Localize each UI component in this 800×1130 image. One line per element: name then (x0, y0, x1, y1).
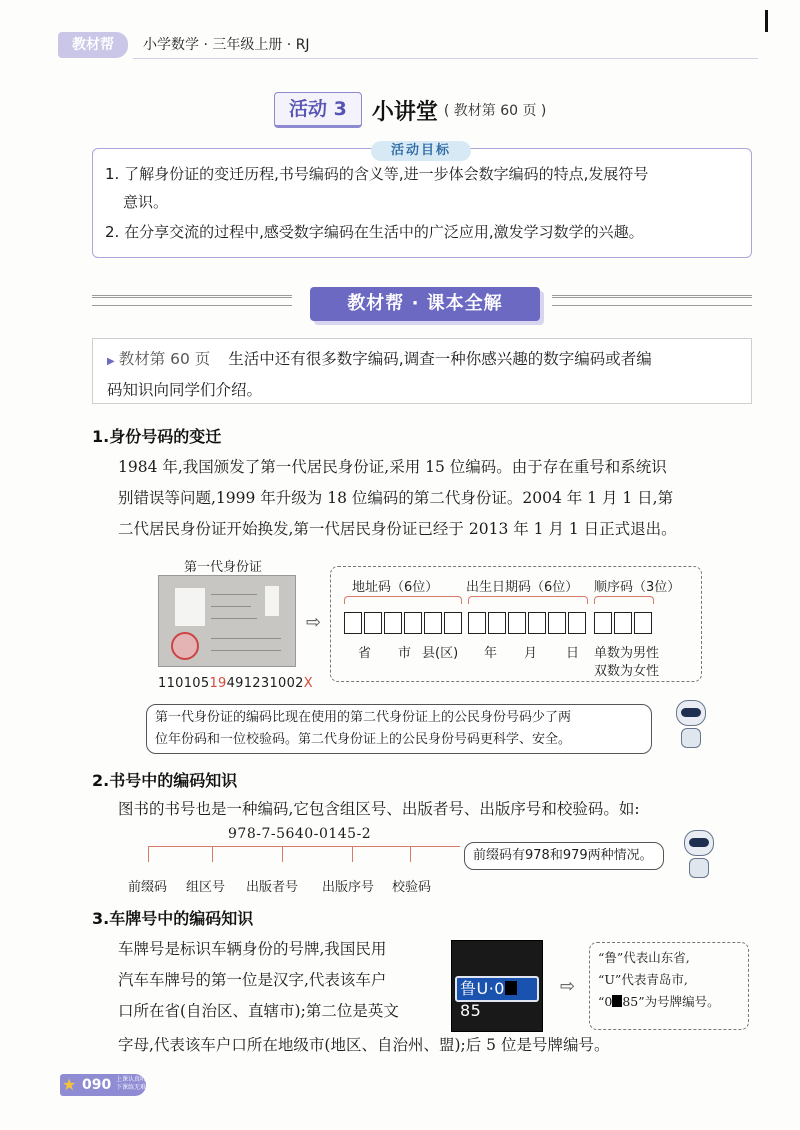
sub-label: 年 (484, 646, 498, 661)
header-rule (133, 58, 758, 59)
isbn-tick (282, 846, 283, 862)
sub-label: 月 (524, 646, 538, 661)
id-number-part: 491231002 (226, 676, 304, 691)
edge-mark (765, 10, 768, 32)
card-line (211, 650, 281, 651)
question-line: 码知识向同学们介绍。 (107, 381, 263, 399)
paragraph-line: 1984 年,我国颁发了第一代居民身份证,采用 15 位编码。由于存在重号和系统识 (118, 458, 667, 476)
plate-mask (612, 995, 622, 1007)
digit-cell (468, 612, 486, 634)
section-heading: 3.车牌号中的编码知识 (92, 909, 254, 928)
card-line (211, 638, 281, 639)
card-line (211, 618, 257, 619)
sub-label: 双数为女性 (594, 664, 660, 679)
digit-cells (344, 612, 464, 634)
segment-brace (468, 596, 588, 604)
digit-cell (444, 612, 462, 634)
paragraph-line: 图书的书号也是一种编码,它包含组区号、出版者号、出版序号和校验码。如: (118, 800, 640, 818)
digit-cell (528, 612, 546, 634)
isbn-label: 前缀码 (128, 880, 168, 895)
arrow-icon: ⇨ (306, 612, 322, 633)
sub-label: 县(区) (422, 646, 459, 661)
page-header (58, 30, 758, 60)
digit-cell (548, 612, 566, 634)
note-text: “0 (598, 994, 613, 1009)
question-line: 生活中还有很多数字编码,调查一种你感兴趣的数字编码或者编 (228, 350, 652, 368)
seal-icon (171, 632, 199, 660)
activity-title (274, 92, 546, 128)
segment-label: 顺序码（3位） (594, 580, 681, 595)
objectives-box (92, 143, 752, 258)
digit-cell (384, 612, 402, 634)
digit-cell (594, 612, 612, 634)
segment-brace (594, 596, 654, 604)
digit-cells (594, 612, 654, 634)
card-line (211, 594, 257, 595)
paragraph (118, 452, 758, 545)
sub-label: 市 (398, 646, 412, 661)
robot-icon (672, 700, 710, 750)
objective-item: 意识。 (123, 193, 169, 211)
isbn-label: 校验码 (392, 880, 432, 895)
digit-cell (424, 612, 442, 634)
banner-title: 教材帮 · 课本全解 (310, 287, 540, 321)
digit-cell (364, 612, 382, 634)
plate-text: 85 (460, 1001, 482, 1020)
id-card-image (158, 575, 296, 667)
section-banner (92, 287, 752, 321)
objective-item: 1. 了解身份证的变迁历程,书号编码的含义等,进一步体会数字编码的特点,发展符号 (105, 165, 649, 183)
banner-rule-left (92, 295, 292, 298)
activity-name: 小讲堂 (371, 99, 438, 125)
card-caption: 第一代身份证 (184, 560, 263, 575)
page-number-badge (60, 1074, 146, 1096)
page-number: 090 (82, 1077, 112, 1093)
plate-note (589, 942, 749, 1030)
card-line (211, 606, 251, 607)
textbook-question (92, 338, 752, 404)
note-line (598, 991, 740, 1013)
isbn-tick (410, 846, 411, 862)
isbn-number: 978-7-5640-0145-2 (228, 826, 372, 842)
plate-mask (505, 981, 517, 995)
isbn-tick (148, 846, 149, 862)
sub-label: 单数为男性 (594, 646, 660, 661)
objectives-tag: 活动目标 (371, 141, 471, 161)
isbn-label: 出版序号 (322, 880, 375, 895)
banner-rule-left-2 (92, 305, 292, 306)
header-tag: 教材帮 (58, 32, 128, 58)
isbn-tick (212, 846, 213, 862)
objective-item: 2. 在分享交流的过程中,感受数字编码在生活中的广泛应用,激发学习数学的兴趣。 (105, 223, 644, 241)
digit-cell (568, 612, 586, 634)
activity-number: 活动 3 (274, 92, 362, 128)
paragraph-line: 车牌号是标识车辆身份的号牌,我国民用 (118, 940, 387, 958)
triangle-icon: ▶ (107, 356, 115, 367)
digit-cell (488, 612, 506, 634)
license-plate (455, 976, 539, 1020)
paragraph-line: 口所在省(自治区、直辖市);第二位是英文 (118, 1002, 399, 1020)
id-number-check: X (303, 676, 313, 691)
section-heading: 1.身份号码的变迁 (92, 427, 222, 446)
note-text: 85”为号牌编号。 (622, 994, 720, 1009)
banner-rule-right-2 (552, 305, 752, 306)
segment-label: 出生日期码（6位） (466, 580, 579, 595)
digit-cell (634, 612, 652, 634)
sub-label: 省 (358, 646, 372, 661)
note-line: “鲁”代表山东省, (598, 950, 690, 965)
digit-cell (344, 612, 362, 634)
sub-label: 日 (566, 646, 580, 661)
note-line: 第一代身份证的编码比现在使用的第二代身份证上的公民身份号码少了两 (155, 710, 572, 725)
segment-brace (344, 596, 462, 604)
robot-note: 前缀码有978和979两种情况。 (464, 842, 664, 870)
note-line: 位年份码和一位校验码。第二代身份证上的公民身份号码更科学、安全。 (155, 732, 572, 747)
paragraph-line: 别错误等问题,1999 年升级为 18 位编码的第二代身份证。2004 年 1 月 1 日,第 (118, 489, 674, 507)
digit-cells (468, 612, 588, 634)
paragraph-line: 字母,代表该车户口所在地级市(地区、自治州、盟);后 5 位是号牌编号。 (118, 1036, 610, 1054)
isbn-label: 出版者号 (246, 880, 299, 895)
paragraph (118, 934, 448, 1027)
card-strip (265, 586, 279, 616)
digit-cell (404, 612, 422, 634)
activity-ref: ( 教材第 60 页 ) (443, 103, 547, 119)
footer-slogan: 上课认真听 下课练无难 (116, 1076, 147, 1091)
header-title: 小学数学 · 三年级上册 · RJ (143, 37, 310, 53)
banner-rule-right (552, 295, 752, 298)
isbn-tick (352, 846, 353, 862)
textbook-ref: 教材第 60 页 (118, 350, 211, 368)
section-heading: 2.书号中的编码知识 (92, 771, 238, 790)
isbn-bracket (148, 846, 460, 847)
note-line: “U”代表青岛市, (598, 972, 688, 987)
robot-note (146, 704, 652, 754)
id-number-year: 19 (209, 676, 227, 691)
id-number (158, 676, 313, 691)
paragraph-line: 二代居民身份证开始换发,第一代居民身份证已经于 2013 年 1 月 1 日正式退出。 (118, 520, 677, 538)
star-icon: ★ (62, 1075, 77, 1094)
segment-label: 地址码（6位） (352, 580, 439, 595)
id-number-part: 110105 (158, 676, 210, 691)
arrow-icon: ⇨ (560, 976, 576, 997)
isbn-label: 组区号 (186, 880, 226, 895)
card-photo (175, 588, 205, 626)
digit-cell (614, 612, 632, 634)
plate-text: 鲁U·0 (460, 979, 505, 998)
robot-icon (680, 830, 718, 880)
digit-cell (508, 612, 526, 634)
paragraph-line: 汽车车牌号的第一位是汉字,代表该车户 (118, 971, 387, 989)
